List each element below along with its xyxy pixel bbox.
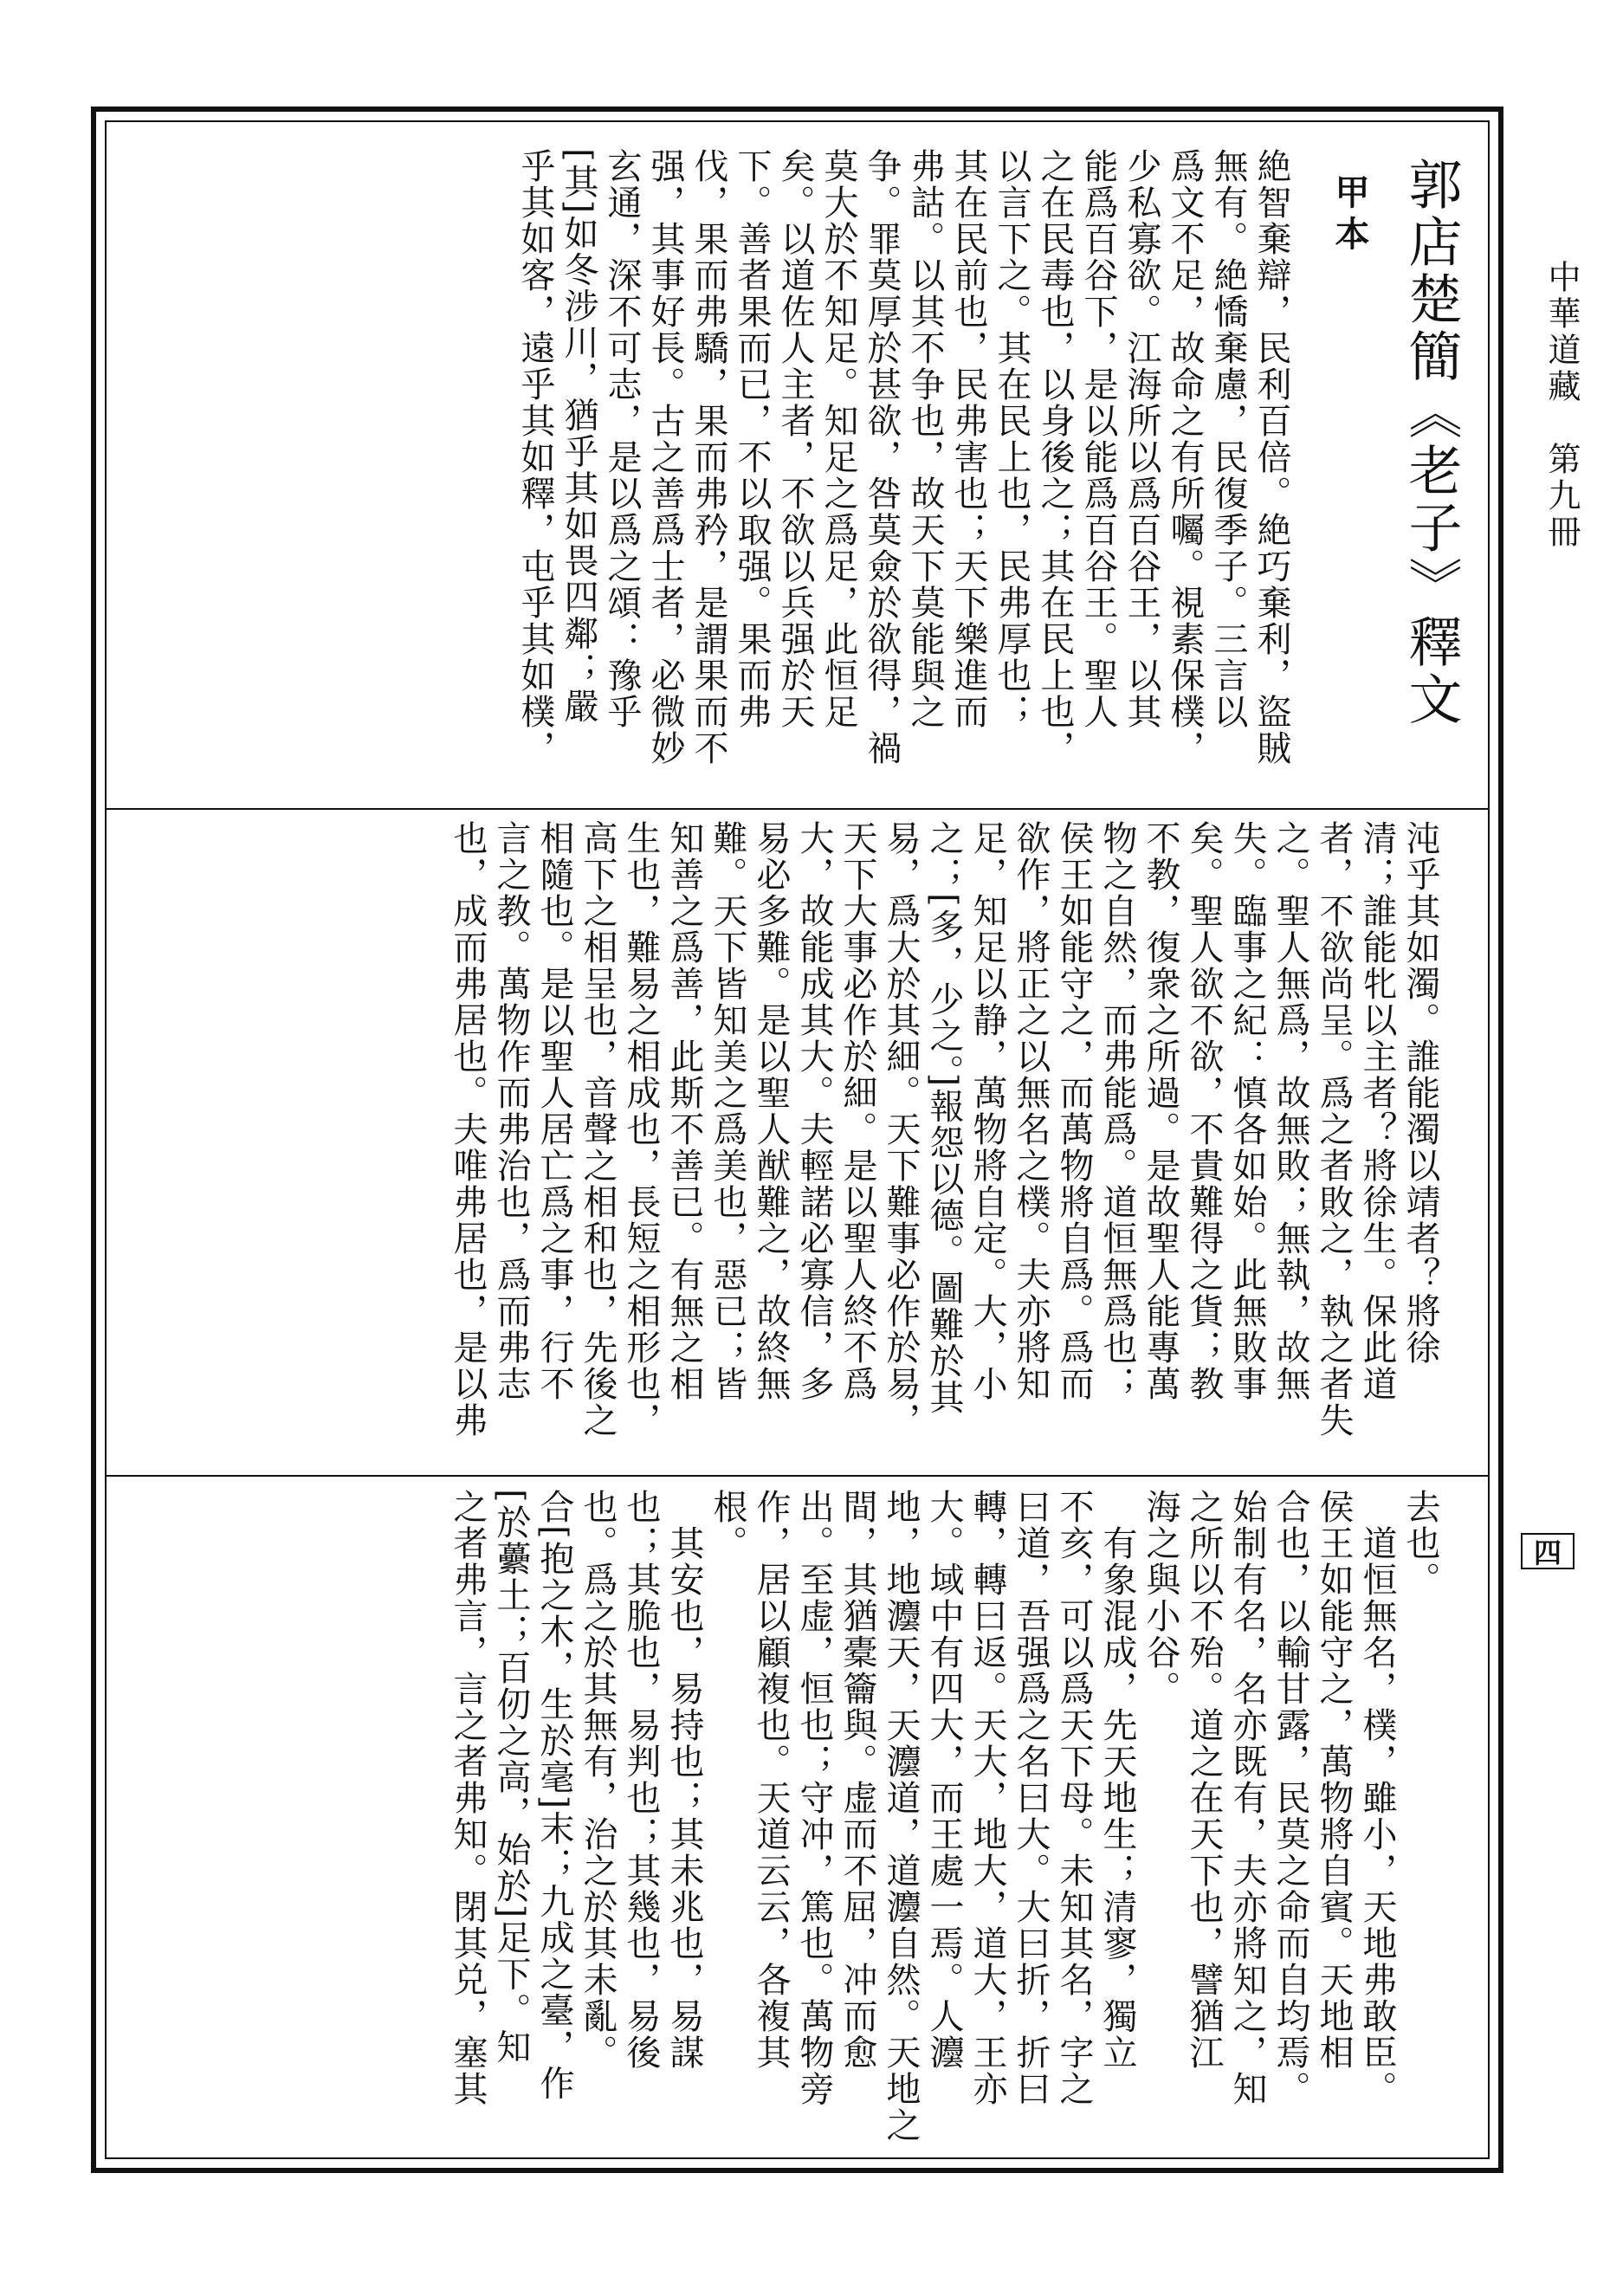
text-section-3 [126,1489,1477,2147]
section-3-text: 去也。 道恒無名，樸，雖小，天地弗敢臣。 侯王如能守之，萬物將自賓。天地相 合也，以輸甘露，民莫之命而自均焉。 始制有名，名亦既有，夫亦將知之，知 之所以不殆。道之在天下也，譬猶江 海之與小谷。 有象混成，先天地生；清寥，獨立 不亥，可以爲天下母。未知其名，字之 曰道，吾强爲之名曰大。大曰折，折曰 轉，轉曰返。天大，地大，道大，王亦 大。域中有四大，而王處一焉。人灋 地，地灋天，天灋道，道灋自然。天地之 間，其猶橐籥與。虚而不屈，冲而愈 出。至虚，恒也；守冲，篤也。萬物旁 作，居以顧複也。天道云云，各複其 根。 其安也，易持也；其未兆也，易謀 也；其脆也，易判也；其幾也，易後 也。爲之於其無有，治之於其未亂。 合[抱之木，生於毫]末；九成之臺，作 [於虆土；百仞之高，始於]足下。知 之者弗言，言之者弗知。閉其兑，塞其 [448,1489,1440,2144]
section-divider-2 [107,1475,1488,1477]
section-divider-1 [107,808,1488,810]
text-section-2 [126,820,1477,1463]
page-number: 四 [1521,1533,1575,1569]
text-section-1 [126,148,1477,794]
subtitle: 甲本 [1329,174,1370,257]
page-frame-inner [105,120,1490,2159]
section-2-text: 沌乎其如濁。誰能濁以靖者？將徐 清；誰能牝以主者？將徐生。保此道 者，不欲尚呈。爲之者敗之，執之者失 之。聖人無爲，故無敗；無執，故無 失。臨事之紀：慎各如始。此無敗事 矣。聖人欲不欲，不貴難得之貨；教 不教，復衆之所過。是故聖人能專萬 物之自然，而弗能爲。道恒無爲也； 侯王如能守之，而萬物將自爲。爲而 欲作，將正之以無名之樸。夫亦將知 足，知足以静，萬物將自定。大，小 之；[多，少之。]報怨以德。圖難於其 易，爲大於其細。天下難事必作於易， 天下大事必作於細。是以聖人終不爲 大，故能成其大。夫輕諾必寡信，多 易必多難。是以聖人猷難之，故終無 難。天下皆知美之爲美也，惡已；皆 知善之爲善，此斯不善已。有無之相 生也，難易之相成也，長短之相形也， 高下之相呈也，音聲之相和也，先後之 相隨也。是以聖人居亡爲之事，行不 言之教。萬物作而弗治也，爲而弗志 也，成而弗居也。夫唯弗居也，是以弗 [448,820,1440,1439]
page-frame [91,107,1503,2173]
section-1-text: 絶智棄辯，民利百倍。絶巧棄利，盜賊 無有。絶憍棄慮，民復季子。三言以 爲文不足，故命之有所囑。視素保樸， 少私寡欲。江海所以爲百谷王，以其 能爲百谷下，是以能爲百谷王。聖人 之在民毒也，以身後之；其在民上也， 以言下之。其在民上也，民弗厚也； 其在民前也，民弗害也；天下樂進而 弗詁。以其不争也，故天下莫能與之 争。罪莫厚於甚欲，咎莫僉於欲得，禍 莫大於不知足。知足之爲足，此恒足 矣。以道佐人主者，不欲以兵强於天 下。善者果而已，不以取强。果而弗 伐，果而弗驕，果而弗矜，是謂果而不 强，其事好長。古之善爲士者，必微妙 玄通，深不可志，是以爲之頌：豫乎 [其]如冬涉川，猶乎其如畏四鄰；嚴 乎其如客，遠乎其如釋，屯乎其如樸， [515,148,1291,766]
page-title: 郭店楚簡《老子》釋文 [1400,157,1463,728]
volume-label: 中華道藏 第九冊 [1542,260,1581,551]
